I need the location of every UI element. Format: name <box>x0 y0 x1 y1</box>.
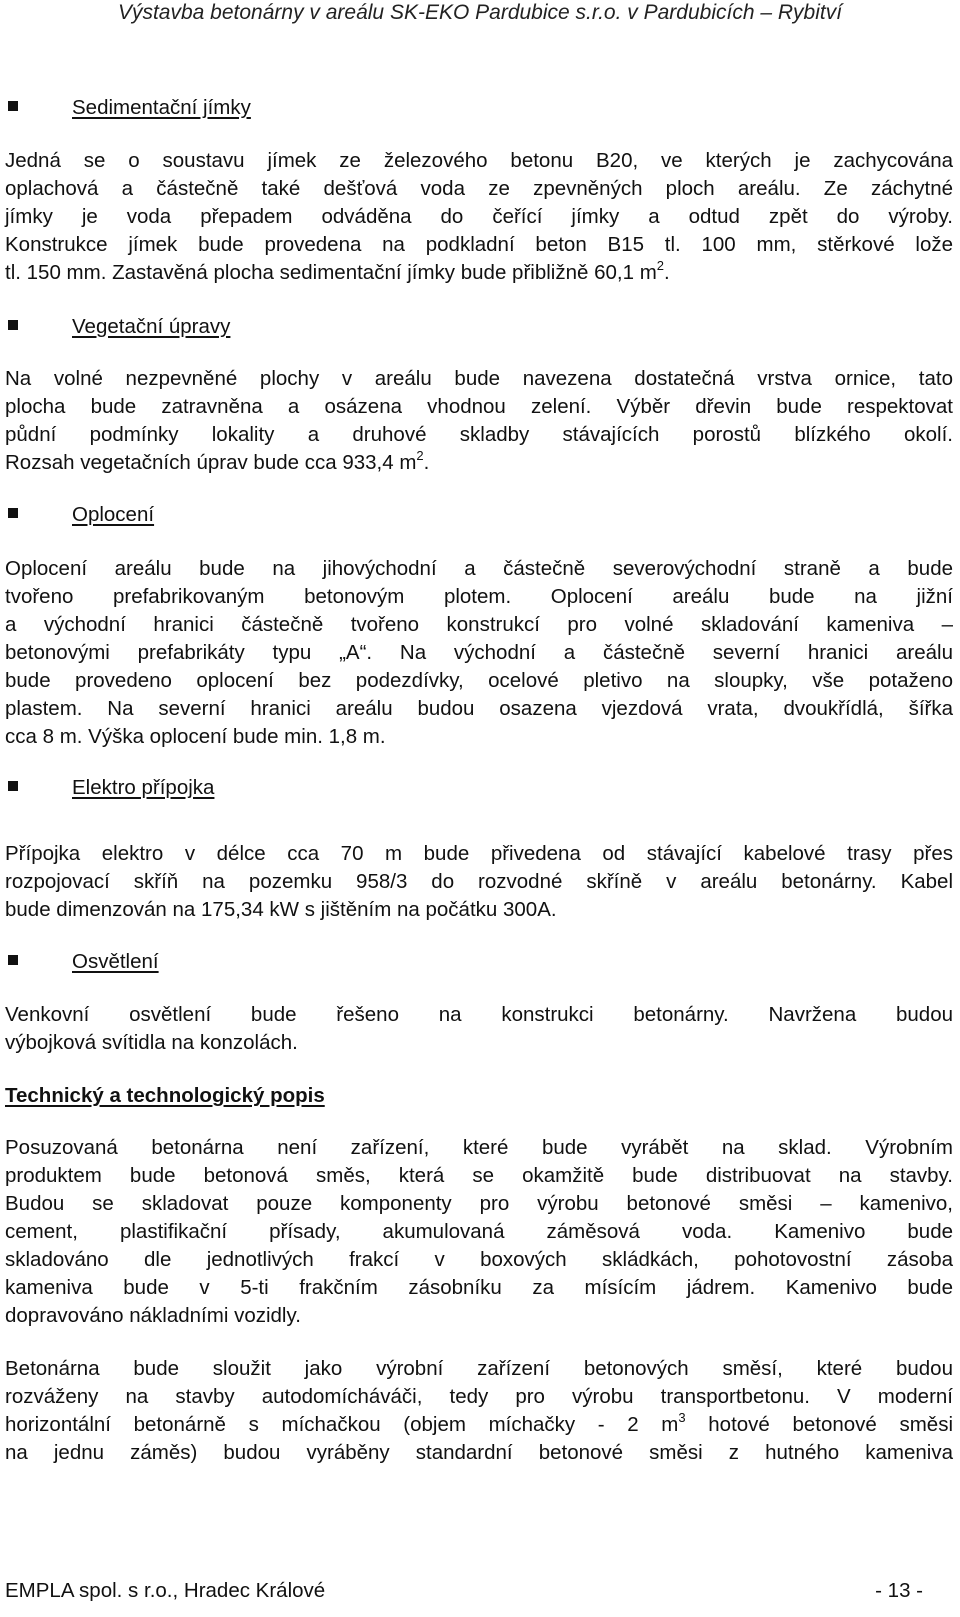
text-line: Na volné nezpevněné plochy v areálu bude navezena dostatečná vrstva ornice, tato <box>5 367 953 390</box>
text-line: jímky je voda přepadem odváděna do čeřící jímky a odtud zpět do výroby. <box>5 205 953 228</box>
heading-osvetleni <box>8 948 159 976</box>
superscript: 2 <box>416 448 424 463</box>
text-line: půdní podmínky lokality a druhové skladby stávajících porostů blízkého okolí. <box>5 423 953 446</box>
text-segment: . <box>664 261 670 284</box>
text-line: Betonárna bude sloužit jako výrobní zařízení betonových směsí, které budou <box>5 1357 953 1380</box>
page-header: Výstavba betonárny v areálu SK-EKO Pardubice s.r.o. v Pardubicích – Rybitví <box>117 1 843 24</box>
superscript: 2 <box>656 258 665 273</box>
heading-elektro <box>8 774 214 802</box>
text-line: produktem bude betonová směs, která se okamžitě bude distribuovat na stavby. <box>5 1164 953 1187</box>
paragraph-osvetleni <box>5 1001 953 1057</box>
text-segment: tl. 150 mm. Zastavěná plocha sedimentační jímky bude přibližně 60,1 m <box>5 261 657 284</box>
text-line: Venkovní osvětlení bude řešeno na konstrukci betonárny. Navržena budou <box>5 1003 953 1026</box>
text-line: oplachová a částečně také dešťová voda ze zpevněných ploch areálu. Ze záchytné <box>5 177 953 200</box>
text-line <box>5 259 953 287</box>
text-segment: horizontální betonárně s míchačkou (objem míchačky - 2 m <box>5 1413 679 1436</box>
bullet-icon <box>8 508 18 518</box>
text-line: na jednu záměs) budou vyráběny standardní betonové směsi z hutného kameniva <box>5 1441 953 1464</box>
text-line <box>5 449 953 477</box>
heading-vegetacni <box>8 313 230 341</box>
text-line: bude dimenzován na 175,34 kW s jištěním na počátku 300A. <box>5 898 557 921</box>
heading-vegetacni-label: Vegetační úpravy <box>72 315 231 338</box>
text-line: Konstrukce jímek bude provedena na podkladní beton B15 tl. 100 mm, stěrkové lože <box>5 233 953 256</box>
text-segment: . <box>423 451 430 474</box>
heading-sedimentacni-label: Sedimentační jímky <box>72 96 251 119</box>
bullet-icon <box>8 955 18 965</box>
text-line: výbojková svítidla na konzolách. <box>5 1031 298 1054</box>
text-segment: hotové betonové směsi <box>685 1413 953 1436</box>
text-line: betonovými prefabrikáty typu „A“. Na východní a částečně severní hranici areálu <box>5 641 953 664</box>
heading-oploceni-label: Oplocení <box>72 503 155 526</box>
paragraph-technicky-2 <box>5 1355 953 1467</box>
paragraph-vegetacni <box>5 365 953 477</box>
page-footer <box>5 1577 923 1605</box>
bullet-icon <box>8 320 18 330</box>
bullet-icon <box>8 781 18 791</box>
text-line: kameniva bude v 5-ti frakčním zásobníku za mísícím jádrem. Kamenivo bude <box>5 1276 953 1299</box>
page-number: - 13 - <box>875 1579 923 1602</box>
text-line: Jedná se o soustavu jímek ze železového betonu B20, ve kterých je zachycována <box>5 149 953 172</box>
text-segment: Rozsah vegetačních úprav bude cca 933,4 m <box>5 451 417 474</box>
text-line <box>5 1411 953 1439</box>
text-line: rozváženy na stavby autodomícháváči, tedy pro výrobu transportbetonu. V moderní <box>5 1385 953 1408</box>
paragraph-oploceni <box>5 555 953 751</box>
text-line: rozpojovací skříň na pozemku 958/3 do rozvodné skříně v areálu betonárny. Kabel <box>5 870 953 893</box>
text-line: Budou se skladovat pouze komponenty pro výrobu betonové směsi – kamenivo, <box>5 1192 953 1215</box>
text-line: plastem. Na severní hranici areálu budou osazena vjezdová vrata, dvoukřídlá, šířka <box>5 697 953 720</box>
paragraph-elektro <box>5 840 953 924</box>
section-title-technicky: Technický a technologický popis <box>5 1084 325 1107</box>
heading-osvetleni-label: Osvětlení <box>72 950 159 973</box>
bullet-icon <box>8 101 18 111</box>
text-line: a východní hranici částečně tvořeno konstrukcí pro volné skladování kameniva – <box>5 613 953 636</box>
text-line: plocha bude zatravněna a osázena vhodnou zelení. Výběr dřevin bude respektovat <box>5 395 953 418</box>
text-line: Posuzovaná betonárna není zařízení, které bude vyrábět na sklad. Výrobním <box>5 1136 953 1159</box>
paragraph-technicky-1 <box>5 1134 953 1330</box>
text-line: tvořeno prefabrikovaným betonovým plotem. Oplocení areálu bude na jižní <box>5 585 953 608</box>
text-line: bude provedeno oplocení bez podezdívky, ocelové pletivo na sloupky, vše potaženo <box>5 669 953 692</box>
heading-elektro-label: Elektro přípojka <box>72 776 215 799</box>
heading-sedimentacni <box>8 94 251 122</box>
text-line: dopravováno nákladními vozidly. <box>5 1304 301 1327</box>
heading-oploceni <box>8 501 154 529</box>
text-line: skladováno dle jednotlivých frakcí v boxových skládkách, pohotovostní zásoba <box>5 1248 953 1271</box>
text-line: Přípojka elektro v délce cca 70 m bude přivedena od stávající kabelové trasy přes <box>5 842 953 865</box>
text-line: cca 8 m. Výška oplocení bude min. 1,8 m. <box>5 725 386 748</box>
superscript: 3 <box>678 1410 686 1425</box>
text-line: cement, plastifikační přísady, akumulovaná záměsová voda. Kamenivo bude <box>5 1220 953 1243</box>
footer-company: EMPLA spol. s r.o., Hradec Králové <box>5 1579 326 1602</box>
text-line: Oplocení areálu bude na jihovýchodní a částečně severovýchodní straně a bude <box>5 557 953 580</box>
paragraph-sedimentacni <box>5 147 953 287</box>
